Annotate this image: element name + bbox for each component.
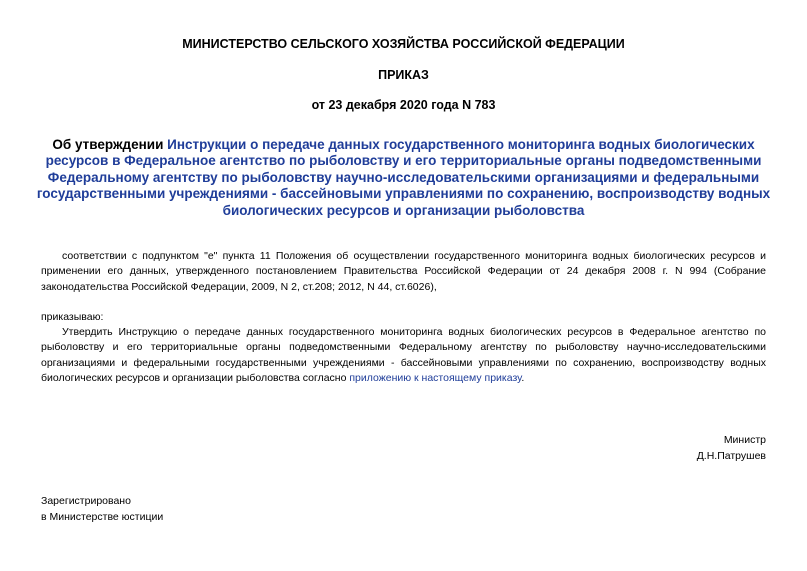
signature-name: Д.Н.Патрушев: [696, 450, 766, 462]
order-end: .: [521, 371, 525, 384]
registration-line-1: Зарегистрировано: [41, 495, 131, 507]
order-word: приказываю:: [41, 311, 104, 323]
document-title: [30, 137, 777, 219]
document-type: ПРИКАЗ: [378, 68, 429, 82]
title-link[interactable]: Инструкции о передаче данных государственного мониторинга водных биологических ресурсов в Федеральное агентство по рыболовству и его территориальные органы подведомственными Федеральному агентству по рыболовству научно-исследовательскими организациями и федеральными государственными учреждениями - бассейновыми управлениями по сохранению, воспроизводству водных биологических ресурсов и организации рыболовства: [36, 137, 771, 218]
registration-line-2: в Министерстве юстиции: [41, 511, 164, 523]
title-prefix: Об утверждении: [52, 137, 168, 152]
order-paragraph: [41, 325, 766, 386]
ministry-name: МИНИСТЕРСТВО СЕЛЬСКОГО ХОЗЯЙСТВА РОССИЙСКОЙ ФЕДЕРАЦИИ: [182, 37, 625, 51]
order-text: Утвердить Инструкцию о передаче данных государственного мониторинга водных биологических ресурсов в Федеральное агентство по рыболовству и его территориальные органы подведомственными Федеральному агентству по рыболовству научно-исследовательскими организациями и федеральными государственными учреждениями - бассейновыми управлениями по сохранению, воспроизводству водных биологических ресурсов и организации рыболовства согласно: [41, 326, 766, 384]
preamble-paragraph: соответствии с подпунктом "е" пункта 11 Положения об осуществлении государственного мониторинга водных биологических ресурсов и применении его данных, утвержденного постановлением Правительства Российской Федерации от 24 декабря 2008 г. N 994 (Собрание законодательства Российской Федерации, 2009, N 2, ст.208; 2012, N 44, ст.6026),: [41, 250, 766, 293]
appendix-link[interactable]: приложению к настоящему приказу: [349, 371, 522, 384]
signature-position: Министр: [723, 434, 766, 446]
document-date-number: от 23 декабря 2020 года N 783: [311, 98, 496, 112]
